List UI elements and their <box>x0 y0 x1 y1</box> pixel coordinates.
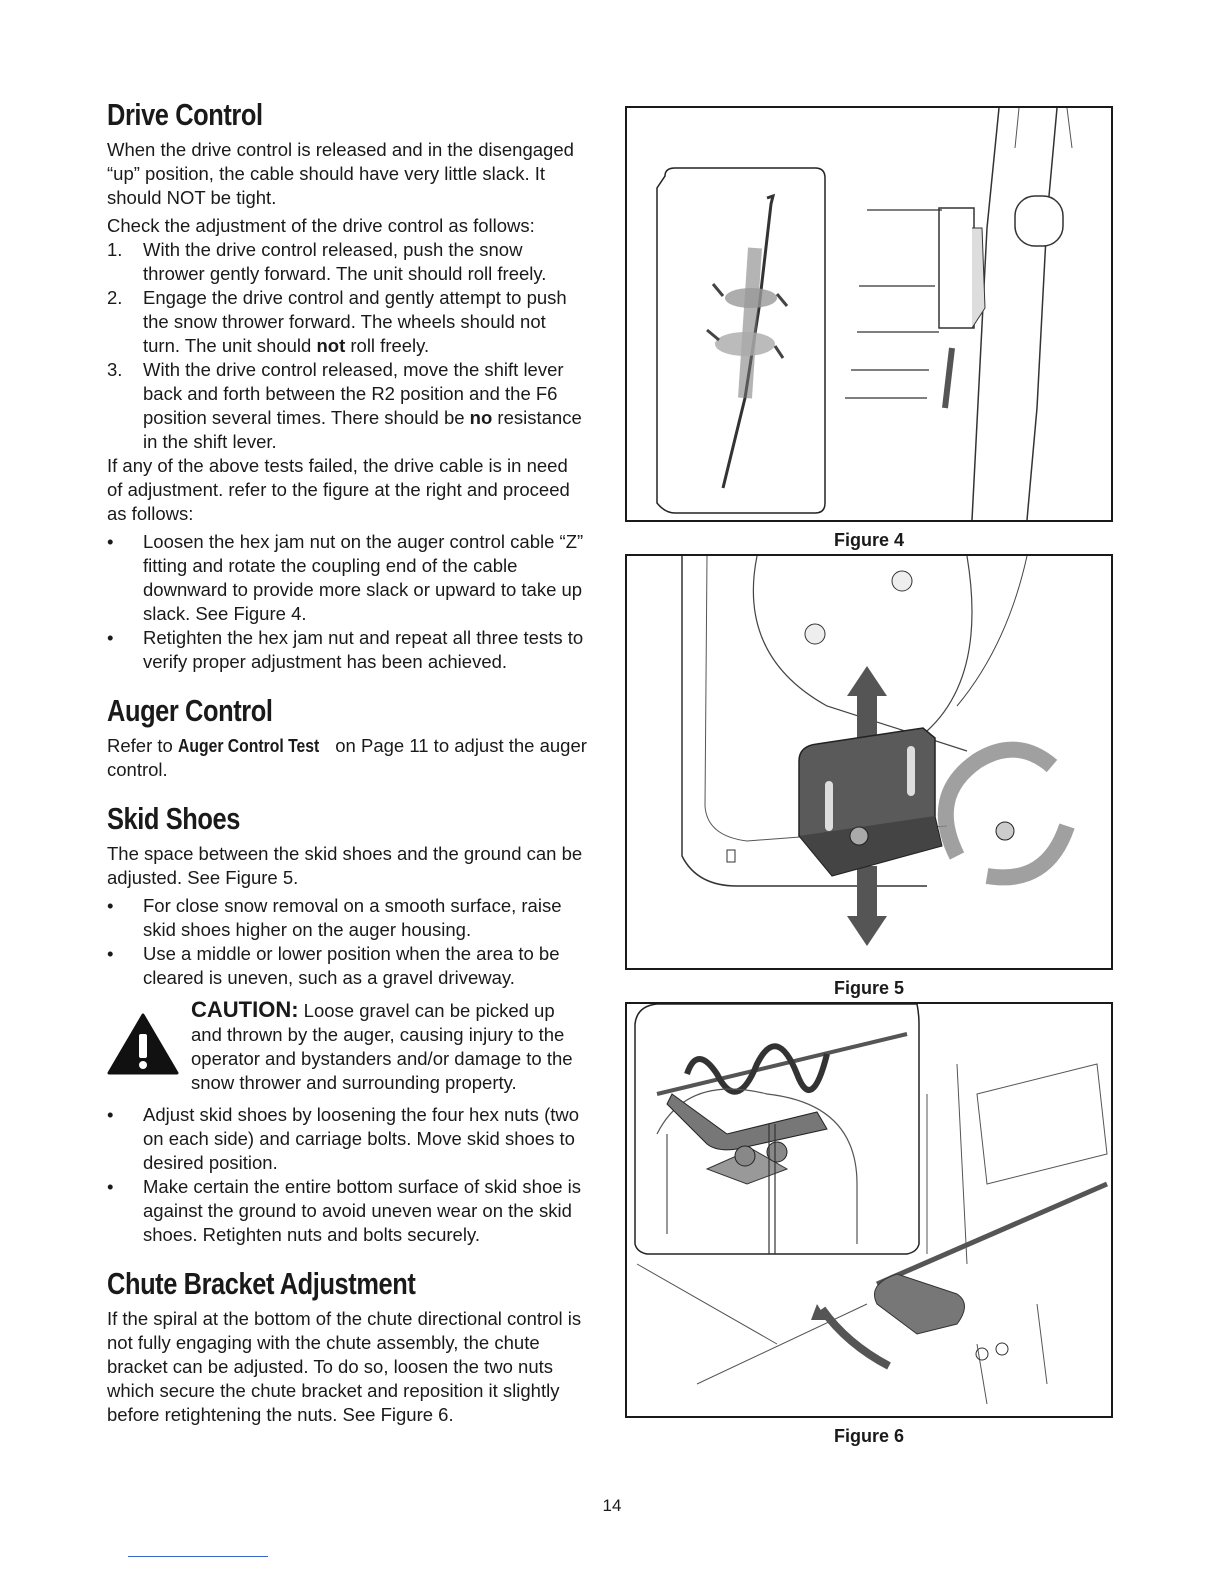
figure-5-caption: Figure 5 <box>833 978 904 998</box>
bullet-text: Use a middle or lower position when the area to be cleared is uneven, such as a gravel driveway. <box>143 943 560 988</box>
caution-text <box>191 998 587 1095</box>
step-text: Engage the drive control and gently attempt to push the snow thrower forward. The wheels should not turn. The unit should <box>143 287 567 356</box>
drive-control-check: Check the adjustment of the drive control as follows: <box>107 215 535 236</box>
caution-label: CAUTION: <box>191 997 299 1022</box>
skid-shoes-intro: The space between the skid shoes and the ground can be adjusted. See Figure 5. <box>107 843 583 888</box>
bullet: • <box>107 627 114 648</box>
bullet-text: Loosen the hex jam nut on the auger control cable “Z” fitting and rotate the coupling end of the cable downward to provide more slack or upward to take up slack. See Figure 4. <box>143 531 584 624</box>
figure-6-caption: Figure 6 <box>833 1426 904 1446</box>
list-item <box>107 1175 587 1247</box>
bullet-text: Retighten the hex jam nut and repeat all three tests to verify proper adjustment has been achieved. <box>143 627 584 672</box>
left-column <box>107 98 587 1427</box>
auger-control-test-reference: Auger Control Test <box>177 735 320 756</box>
section-heading-auger-control: Auger Control <box>107 693 273 728</box>
figure-4-illustration <box>625 106 1113 522</box>
list-item <box>107 942 587 990</box>
list-item <box>107 626 587 674</box>
bullet: • <box>107 1176 114 1197</box>
section-heading-drive-control: Drive Control <box>107 97 263 132</box>
text-span: Refer to <box>107 735 178 756</box>
caution-body: Loose gravel can be picked up and thrown by the auger, causing injury to the operator and bystanders and/or damage to the snow thrower and surrounding property. <box>191 1000 573 1093</box>
bullet-text: For close snow removal on a smooth surface, raise skid shoes higher on the auger housing. <box>143 895 562 940</box>
bullet: • <box>107 943 114 964</box>
list-item <box>107 238 587 286</box>
list-item <box>107 286 587 358</box>
drive-cable-illustration <box>627 108 1111 520</box>
skid-shoe-illustration <box>627 556 1111 968</box>
bullet: • <box>107 895 114 916</box>
bullet: • <box>107 531 114 552</box>
figure-4-caption: Figure 4 <box>833 530 904 550</box>
skid-shoes-bullets-2 <box>107 1103 587 1247</box>
step-number: 3. <box>107 359 123 380</box>
chute-bracket-text: If the spiral at the bottom of the chute directional control is not fully engaging with the chute assembly, the chute bracket can be adjusted. To do so, loosen the two nuts which secure the chute bracket and reposition it slightly before retightening the nuts. See Figure 6. <box>107 1308 582 1425</box>
caution-box <box>107 998 587 1095</box>
drive-control-bullets <box>107 530 587 674</box>
figure-5-illustration <box>625 554 1113 970</box>
warning-triangle-icon <box>107 1012 179 1076</box>
auger-control-text <box>107 734 587 782</box>
section-heading-chute-bracket: Chute Bracket Adjustment <box>107 1266 416 1301</box>
bullet-text: Make certain the entire bottom surface of skid shoe is against the ground to avoid uneven wear on the skid shoes. Retighten nuts and bolts securely. <box>143 1176 582 1245</box>
bullet-text: Adjust skid shoes by loosening the four hex nuts (two on each side) and carriage bolts. Move skid shoes to desired position. <box>143 1104 580 1173</box>
step-text: roll freely. <box>345 335 430 356</box>
list-item <box>107 1103 587 1175</box>
footer-rule <box>128 1556 268 1557</box>
step-text: With the drive control released, push the snow thrower gently forward. The unit should roll freely. <box>143 239 547 284</box>
list-item <box>107 894 587 942</box>
step-text: With the drive control released, move the shift lever back and forth between the R2 position and the F6 position several times. There should be <box>143 359 564 428</box>
list-item <box>107 530 587 626</box>
step-number: 2. <box>107 287 123 308</box>
figure-6-illustration <box>625 1002 1113 1418</box>
step-emphasis: not <box>316 335 346 356</box>
page-number: 14 <box>602 1496 622 1515</box>
list-item <box>107 358 587 454</box>
step-number: 1. <box>107 239 123 260</box>
text-span: on Page 11 to adjust the auger control. <box>107 735 587 780</box>
step-text: resistance in the shift lever. <box>143 407 582 452</box>
drive-control-steps <box>107 238 587 454</box>
drive-control-failed: If any of the above tests failed, the drive cable is in need of adjustment. refer to the figure at the right and proceed as follows: <box>107 455 570 524</box>
step-emphasis: no <box>469 407 493 428</box>
section-heading-skid-shoes: Skid Shoes <box>107 801 240 836</box>
drive-control-intro: When the drive control is released and in the disengaged “up” position, the cable should have very little slack. It should NOT be tight. <box>107 139 574 208</box>
bullet: • <box>107 1104 114 1125</box>
chute-bracket-illustration <box>627 1004 1111 1416</box>
skid-shoes-bullets <box>107 894 587 990</box>
